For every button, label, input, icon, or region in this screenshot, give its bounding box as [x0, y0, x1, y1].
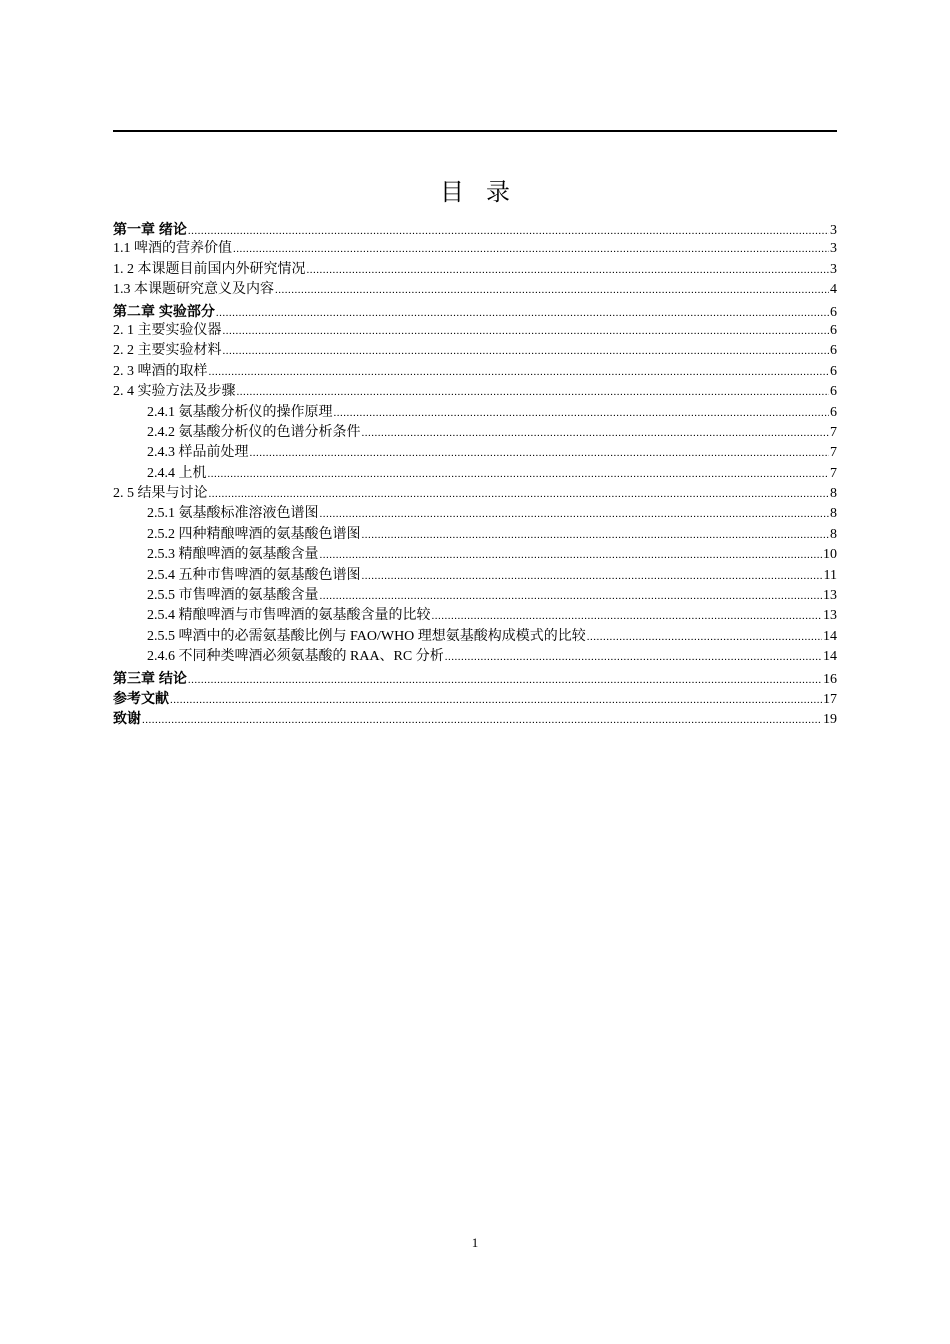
- toc-entry-page: 17: [823, 691, 837, 707]
- toc-entry[interactable]: [113, 545, 837, 565]
- toc-entry-page: 13: [823, 588, 837, 604]
- toc-entry-label: 2.4.4 上机: [147, 465, 207, 481]
- toc-entry-label: 1.1 啤酒的营养价值: [113, 241, 232, 257]
- toc-leader-dots: [170, 690, 822, 710]
- toc-entry-label: 第三章 结论: [113, 669, 187, 686]
- toc-entry[interactable]: [113, 525, 837, 545]
- toc-entry-label: 2.5.3 精酿啤酒的氨基酸含量: [147, 547, 319, 563]
- toc-entry[interactable]: [113, 484, 837, 504]
- toc-entry-label: 2. 3 啤酒的取样: [113, 363, 208, 379]
- table-of-contents: [113, 219, 837, 729]
- toc-entry-label: 致谢: [113, 710, 141, 727]
- toc-leader-dots: [362, 525, 830, 545]
- toc-entry[interactable]: [113, 403, 837, 423]
- toc-entry-label: 2. 2 主要实验材料: [113, 343, 222, 359]
- toc-entry-label: 2.5.4 精酿啤酒与市售啤酒的氨基酸含量的比较: [147, 608, 431, 624]
- toc-entry-label: 2. 1 主要实验仪器: [113, 322, 222, 338]
- toc-leader-dots: [445, 647, 822, 667]
- toc-entry-page: 14: [823, 628, 837, 644]
- toc-entry[interactable]: [113, 239, 837, 259]
- toc-entry-page: 19: [823, 712, 837, 728]
- toc-entry-label: 2.5.5 啤酒中的必需氨基酸比例与 FAO/WHO 理想氨基酸构成模式的比较: [147, 628, 586, 644]
- toc-entry-label: 1.3 本课题研究意义及内容: [113, 282, 274, 298]
- toc-entry-label: 2.4.2 氨基酸分析仪的色谱分析条件: [147, 424, 361, 440]
- toc-entry-label: 2.5.4 五种市售啤酒的氨基酸色谱图: [147, 567, 361, 583]
- toc-entry-page: 14: [823, 649, 837, 665]
- toc-entry[interactable]: [113, 627, 837, 647]
- toc-entry[interactable]: [113, 688, 837, 708]
- toc-entry-page: 16: [823, 671, 837, 687]
- toc-leader-dots: [188, 670, 822, 690]
- toc-entry[interactable]: [113, 321, 837, 341]
- toc-entry-page: 8: [830, 486, 837, 502]
- toc-entry-label: 参考文献: [113, 689, 169, 706]
- toc-entry[interactable]: [113, 647, 837, 667]
- toc-leader-dots: [307, 260, 830, 280]
- toc-entry-label: 1. 2 本课题目前国内外研究情况: [113, 261, 306, 277]
- toc-entry-page: 3: [830, 241, 837, 257]
- toc-entry-page: 6: [830, 384, 837, 400]
- toc-entry-label: 2.4.3 样品前处理: [147, 445, 249, 461]
- toc-entry[interactable]: [113, 586, 837, 606]
- toc-entry-page: 8: [830, 506, 837, 522]
- toc-leader-dots: [216, 303, 829, 323]
- toc-leader-dots: [209, 484, 830, 504]
- toc-leader-dots: [275, 280, 829, 300]
- toc-leader-dots: [223, 321, 830, 341]
- header-rule: [113, 130, 837, 132]
- toc-leader-dots: [188, 221, 829, 241]
- toc-entry[interactable]: [113, 362, 837, 382]
- toc-entry[interactable]: [113, 668, 837, 688]
- toc-entry[interactable]: [113, 606, 837, 626]
- toc-entry-label: 2.4.6 不同种类啤酒必须氨基酸的 RAA、RC 分析: [147, 649, 444, 665]
- toc-leader-dots: [209, 362, 830, 382]
- toc-entry-label: 第一章 绪论: [113, 221, 187, 237]
- toc-entry-page: 13: [823, 608, 837, 624]
- toc-entry[interactable]: [113, 504, 837, 524]
- toc-entry-page: 6: [830, 343, 837, 359]
- toc-entry[interactable]: [113, 301, 837, 321]
- page-number: 1: [471, 1235, 479, 1250]
- toc-leader-dots: [142, 710, 822, 730]
- toc-entry-page: 6: [830, 363, 837, 379]
- toc-entry-page: 7: [830, 424, 837, 440]
- toc-entry[interactable]: [113, 219, 837, 239]
- toc-leader-dots: [237, 382, 830, 402]
- toc-leader-dots: [250, 443, 830, 463]
- toc-entry-label: 2.5.1 氨基酸标准溶液色谱图: [147, 506, 319, 522]
- toc-leader-dots: [320, 586, 823, 606]
- toc-entry-page: 8: [830, 526, 837, 542]
- toc-entry[interactable]: [113, 566, 837, 586]
- toc-entry-page: 3: [830, 223, 837, 238]
- toc-entry[interactable]: [113, 260, 837, 280]
- toc-entry-label: 2. 4 实验方法及步骤: [113, 384, 236, 400]
- toc-entry-page: 3: [830, 261, 837, 277]
- toc-entry-page: 11: [823, 567, 837, 583]
- toc-leader-dots: [432, 606, 823, 626]
- toc-entry-label: 2.4.1 氨基酸分析仪的操作原理: [147, 404, 333, 420]
- toc-leader-dots: [233, 239, 829, 259]
- toc-entry[interactable]: [113, 464, 837, 484]
- toc-leader-dots: [587, 627, 822, 647]
- toc-title: 目录: [440, 180, 532, 206]
- toc-entry-page: 4: [830, 282, 837, 298]
- toc-leader-dots: [320, 504, 830, 524]
- toc-leader-dots: [223, 341, 830, 361]
- toc-entry[interactable]: [113, 423, 837, 443]
- toc-entry-label: 2.5.2 四种精酿啤酒的氨基酸色谱图: [147, 526, 361, 542]
- toc-leader-dots: [208, 464, 830, 484]
- toc-leader-dots: [362, 566, 823, 586]
- toc-entry-page: 6: [830, 404, 837, 420]
- toc-leader-dots: [362, 423, 830, 443]
- toc-entry[interactable]: [113, 280, 837, 300]
- toc-entry[interactable]: [113, 443, 837, 463]
- toc-entry-page: 6: [830, 304, 837, 320]
- toc-entry-page: 10: [823, 547, 837, 563]
- toc-entry-label: 2. 5 结果与讨论: [113, 486, 208, 502]
- toc-entry[interactable]: [113, 341, 837, 361]
- toc-leader-dots: [334, 403, 830, 423]
- toc-entry[interactable]: [113, 708, 837, 728]
- toc-leader-dots: [320, 545, 823, 565]
- toc-entry-label: 第二章 实验部分: [113, 302, 215, 319]
- toc-entry-label: 2.5.5 市售啤酒的氨基酸含量: [147, 588, 319, 604]
- toc-entry-page: 7: [830, 445, 837, 461]
- toc-entry-page: 6: [830, 322, 837, 338]
- toc-entry-page: 7: [830, 465, 837, 481]
- toc-entry[interactable]: [113, 382, 837, 402]
